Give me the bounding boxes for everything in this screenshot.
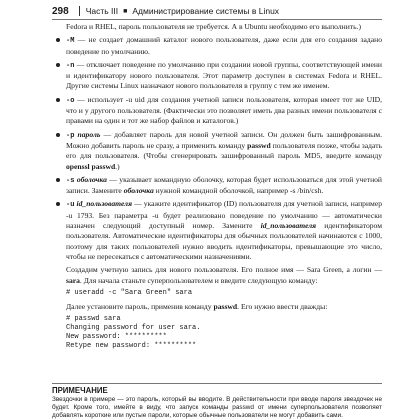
code-line: # passwd sara xyxy=(66,315,121,324)
option-description-end: .) xyxy=(115,161,120,171)
option-item-M xyxy=(52,35,382,57)
option-description: — указывает командную оболочку, которая будет использоваться для этой учетной записи. Замените xyxy=(66,174,382,196)
option-description: — отключает поведение по умолчанию при создании новой группы, соответствующей имени и идентификатору нового пользователя. Этот параметр доступен в системах Fedora и RHEL. Другие системы Linux назначают нового пользователя в группу с тем же именем. xyxy=(66,59,382,91)
chapter-title: Администрирование системы в Linux xyxy=(132,6,280,16)
option-description-cont: пользователя позже, чтобы задать его для пользователя. (Чтобы сгенерировать зашифрованный пароль MD5, введите команду xyxy=(66,140,383,161)
paragraph-text: Далее установите пароль, применив команду xyxy=(66,301,212,311)
paragraph-text: Создадим учетную запись для нового пользователя. Его полное имя — Sara Green, а логин — xyxy=(66,265,382,275)
intro-paragraph: Fedora и RHEL, пароль пользователя не требуется. А в Ubuntu необходимо его выполнить.) xyxy=(66,22,361,31)
option-item-s xyxy=(52,175,382,197)
option-flag: -o xyxy=(66,96,75,105)
option-item-o xyxy=(52,95,382,127)
option-description-cont: идентификатором пользователя. Автоматические идентификаторы для обычных пользователей начинаются с 1000, поэтому для таких пользователей нужно вводить идентификаторы, превышающие это число, чтобы не пересекаться с автоматическими назначениями. xyxy=(66,221,382,261)
bullet-icon xyxy=(56,98,60,102)
part-label: Часть III xyxy=(85,6,119,16)
note-rule xyxy=(52,383,382,384)
command-name: passwd xyxy=(247,140,271,150)
option-flag: -u xyxy=(66,201,75,210)
option-text xyxy=(66,175,382,197)
option-argument: id_пользователя xyxy=(76,199,132,209)
page-body xyxy=(52,22,382,355)
option-text xyxy=(66,130,382,172)
page-header xyxy=(52,4,382,18)
option-description: — использует -u uid для создания учетной записи пользователя, которая имеет тот же UID, что и у другого пользователя. (Фактически это позволяет иметь два разных имени пользователя с правами на один и тот же набор файлов и каталогов.) xyxy=(66,94,382,126)
header-rule xyxy=(52,19,382,20)
option-argument: id_пользователя xyxy=(260,221,317,231)
command-name: openssl passwd xyxy=(66,161,116,171)
bullet-icon xyxy=(56,63,60,67)
option-argument: оболочка xyxy=(123,186,154,196)
useradd-code-block: # useradd -c "Sara Green" sara xyxy=(66,288,193,297)
option-flag: -s xyxy=(66,176,75,185)
bullet-icon xyxy=(56,38,60,42)
option-argument: пароль xyxy=(77,129,101,139)
option-description: — добавляет пароль для новой учетной записи. Он должен быть зашифрованным. Можно добавить пароль не сразу, а применить команду xyxy=(66,129,382,150)
create-user-paragraph xyxy=(52,265,382,286)
option-description: — укажите идентификатор (ID) пользователя для учетной записи, например -u 1793. Без параметра -u будет реализовано поведение по умолчанию — автоматически назначен следующий доступный номер. Замените xyxy=(66,199,383,231)
option-description-cont: нужной командной оболочкой, например -s /bin/csh. xyxy=(155,186,324,196)
option-text xyxy=(66,60,382,92)
login-name: sara xyxy=(66,275,80,285)
command-name: passwd xyxy=(213,301,238,311)
option-flag: -p xyxy=(66,131,75,140)
paragraph-text-cont: . Его нужно ввести дважды: xyxy=(237,301,328,311)
passwd-code-block xyxy=(52,315,382,351)
option-flag: -M xyxy=(66,37,75,46)
note-title: ПРИМЕЧАНИЕ xyxy=(52,386,108,395)
bullet-icon xyxy=(56,202,60,206)
bullet-icon xyxy=(56,133,60,137)
option-argument: оболочка xyxy=(76,174,107,184)
header-separator xyxy=(79,6,80,16)
header-bullet: ■ xyxy=(123,7,128,15)
option-item-p xyxy=(52,130,382,172)
note-box xyxy=(52,383,382,420)
code-line: Changing password for user sara. xyxy=(66,324,201,333)
note-text: Звездочки в примере — это пароль, который вы вводите. В действительности при вводе пароля звездочек не будет. Кроме того, имейте в виду, что запуск команды passwd от имени суперпользователя позволяет добавлять короткие или пустые пароли, которые обычные пользователи не могут добавить сами. xyxy=(52,396,382,419)
option-text xyxy=(66,199,382,262)
option-flag: -n xyxy=(66,61,75,70)
code-line: New password: ********** xyxy=(66,333,167,342)
option-item-u xyxy=(52,199,382,262)
paragraph-text-cont: . Для начала станьте суперпользователем и введите следующую команду: xyxy=(79,275,318,285)
option-text xyxy=(66,95,382,127)
option-description: — не создает домашний каталог нового пользователя, даже если для его создания задано поведение по умолчанию. xyxy=(66,35,382,56)
code-line: Retype new password: ********** xyxy=(66,342,197,351)
passwd-paragraph xyxy=(52,302,382,312)
bullet-icon xyxy=(56,178,60,182)
option-text xyxy=(66,35,382,57)
option-item-n xyxy=(52,60,382,92)
page-number: 298 xyxy=(52,5,69,17)
